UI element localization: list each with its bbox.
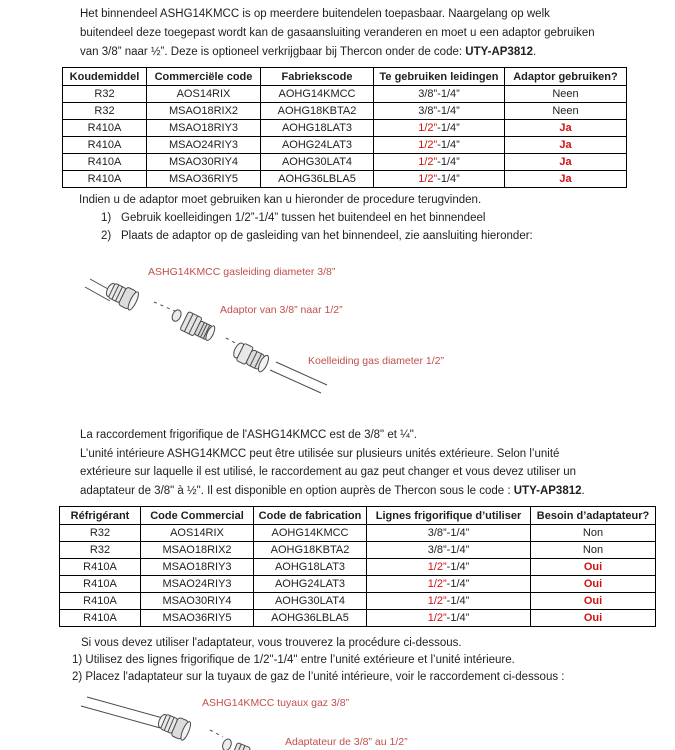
table-row — [63, 171, 627, 188]
intro-paragraph-nl — [80, 5, 595, 62]
column-header: Adaptor gebruiken? — [505, 68, 627, 86]
cell-adaptor-needed: Ja — [505, 154, 627, 171]
cell-refrigerant: R410A — [60, 559, 141, 576]
column-header: Lignes frigorifique d’utiliser — [367, 507, 531, 525]
cell-adaptor-needed: Neen — [505, 86, 627, 103]
cell-commercial-code: AOS14RIX — [147, 86, 261, 103]
option-code: UTY-AP3812 — [465, 46, 534, 58]
compatibility-table-fr — [59, 506, 656, 627]
cell-refrigerant: R410A — [60, 610, 141, 627]
cell-pipe-lines: 1/2”-1/4” — [374, 120, 505, 137]
cell-factory-code: AOHG30LAT4 — [261, 154, 374, 171]
cell-refrigerant: R32 — [63, 103, 147, 120]
adaptor-fitting-icon — [220, 738, 250, 750]
table-row — [63, 120, 627, 137]
procedure-intro-nl: Indien u de adaptor moet gebruiken kan u hieronder de procedure terugvinden. — [79, 194, 482, 206]
procedure-intro-fr: Si vous devez utiliser l'adaptateur, vous trouverez la procédure ci-dessous. — [81, 637, 462, 649]
cell-factory-code: AOHG24LAT3 — [254, 576, 367, 593]
column-header: Code de fabrication — [254, 507, 367, 525]
cell-refrigerant: R32 — [60, 525, 141, 542]
column-header: Besoin d’adaptateur? — [531, 507, 656, 525]
table-row — [63, 86, 627, 103]
cell-factory-code: AOHG36LBLA5 — [254, 610, 367, 627]
cell-commercial-code: MSAO30RIY4 — [141, 593, 254, 610]
cell-adaptor-needed: Oui — [531, 559, 656, 576]
diagram-label-adaptor-nl: Adaptor van 3/8” naar 1/2” — [220, 304, 343, 316]
paragraph-line: van 3/8” naar ½”. Deze is optioneel verkrijgbaar bij Thercon onder de code: UTY-AP3812. — [80, 46, 537, 58]
option-code: UTY-AP3812 — [513, 484, 582, 497]
cell-commercial-code: MSAO36RIY5 — [147, 171, 261, 188]
table-row — [60, 593, 656, 610]
column-header: Te gebruiken leidingen — [374, 68, 505, 86]
cell-adaptor-needed: Non — [531, 542, 656, 559]
item-text: Plaats de adaptor op de gasleiding van het binnendeel, zie aansluiting hieronder: — [121, 230, 533, 242]
column-header: Code Commercial — [141, 507, 254, 525]
cell-commercial-code: MSAO36RIY5 — [141, 610, 254, 627]
cell-refrigerant: R32 — [63, 86, 147, 103]
cell-commercial-code: MSAO18RIY3 — [147, 120, 261, 137]
cell-refrigerant: R410A — [63, 137, 147, 154]
intro-paragraph-fr — [80, 426, 585, 500]
cell-refrigerant: R32 — [60, 542, 141, 559]
cell-factory-code: AOHG36LBLA5 — [261, 171, 374, 188]
cell-pipe-lines: 3/8”-1/4” — [374, 86, 505, 103]
cell-factory-code: AOHG24LAT3 — [261, 137, 374, 154]
item-number: 2) — [101, 230, 112, 242]
paragraph-line: L’unité intérieure ASHG14KMCC peut être utilisée sur plusieurs unités extérieure. Selon l’unité — [80, 447, 560, 460]
procedure-item-fr-2: 2) Placez l'adaptateur sur la tuyaux de gaz de l’unité intérieure, voir le raccordement ci-dessous : — [72, 671, 565, 683]
cell-adaptor-needed: Neen — [505, 103, 627, 120]
cell-commercial-code: MSAO18RIX2 — [147, 103, 261, 120]
gas-pipe-fitting-icon — [231, 341, 271, 374]
cell-factory-code: AOHG18LAT3 — [254, 559, 367, 576]
flare-nut-icon — [103, 279, 140, 311]
cell-factory-code: AOHG14KMCC — [254, 525, 367, 542]
column-header: Koudemiddel — [63, 68, 147, 86]
cell-adaptor-needed: Ja — [505, 171, 627, 188]
cell-pipe-lines: 1/2”-1/4” — [374, 137, 505, 154]
cell-commercial-code: MSAO24RIY3 — [141, 576, 254, 593]
paragraph-line: extérieure sur laquelle il est utilisé, le raccordement au gaz peut changer et vous devez utiliser un — [80, 466, 577, 478]
cell-adaptor-needed: Oui — [531, 593, 656, 610]
table-row — [60, 559, 656, 576]
table-row — [60, 542, 656, 559]
cell-pipe-lines: 1/2”-1/4” — [367, 559, 531, 576]
diagram-label-adaptor-fr: Adaptateur de 3/8” au 1/2” — [285, 736, 408, 748]
column-header: Commerciële code — [147, 68, 261, 86]
table-row — [63, 137, 627, 154]
cell-refrigerant: R410A — [63, 120, 147, 137]
table-row — [60, 525, 656, 542]
diagram-label-gas-pipe-nl: ASHG14KMCC gasleiding diameter 3/8” — [148, 266, 336, 278]
paragraph-line: La raccordement frigorifique de l'ASHG14KMCC est de 3/8" et ¼". — [80, 429, 417, 441]
cell-commercial-code: MSAO18RIX2 — [141, 542, 254, 559]
cell-refrigerant: R410A — [63, 154, 147, 171]
cell-commercial-code: AOS14RIX — [141, 525, 254, 542]
paragraph-line: buitendeel deze toegepast wordt kan de gasaansluiting veranderen en moet u een adaptor gebruiken — [80, 27, 595, 39]
cell-adaptor-needed: Oui — [531, 576, 656, 593]
cell-pipe-lines: 1/2”-1/4” — [367, 610, 531, 627]
procedure-item-nl-1 — [101, 212, 485, 224]
cell-refrigerant: R410A — [60, 576, 141, 593]
paragraph-line: Het binnendeel ASHG14KMCC is op meerdere buitendelen toepasbaar. Naargelang op welk — [80, 8, 550, 20]
cell-commercial-code: MSAO18RIY3 — [141, 559, 254, 576]
cell-pipe-lines: 1/2”-1/4” — [374, 171, 505, 188]
table-row — [60, 610, 656, 627]
cell-pipe-lines: 3/8”-1/4” — [367, 525, 531, 542]
compatibility-table-nl — [62, 67, 627, 188]
cell-commercial-code: MSAO24RIY3 — [147, 137, 261, 154]
column-header: Réfrigérant — [60, 507, 141, 525]
procedure-item-nl-2 — [101, 230, 533, 242]
table-row — [60, 576, 656, 593]
cell-adaptor-needed: Ja — [505, 137, 627, 154]
cell-factory-code: AOHG30LAT4 — [254, 593, 367, 610]
flare-nut-icon — [156, 711, 193, 742]
adaptor-fitting-icon — [168, 306, 217, 344]
procedure-item-fr-1: 1) Utilisez des lignes frigorifique de 1/2"-1/4" entre l’unité extérieure et l’unité intérieure. — [72, 654, 515, 666]
cell-factory-code: AOHG18LAT3 — [261, 120, 374, 137]
table-header-row — [63, 68, 627, 86]
cell-pipe-lines: 1/2”-1/4” — [367, 576, 531, 593]
table-row — [63, 154, 627, 171]
cell-refrigerant: R410A — [63, 171, 147, 188]
diagram-label-cooling-pipe-nl: Koelleiding gas diameter 1/2” — [308, 355, 444, 367]
diagram-label-gas-pipe-fr: ASHG14KMCC tuyaux gaz 3/8” — [202, 697, 350, 709]
cell-factory-code: AOHG18KBTA2 — [254, 542, 367, 559]
cell-pipe-lines: 3/8”-1/4” — [374, 103, 505, 120]
cell-pipe-lines: 1/2”-1/4” — [367, 593, 531, 610]
cell-adaptor-needed: Oui — [531, 610, 656, 627]
cell-adaptor-needed: Non — [531, 525, 656, 542]
paragraph-line: adaptateur de 3/8" à ½". Il est disponible en option auprès de Thercon sous le code : UTY-AP3812. — [80, 484, 585, 497]
table-row — [63, 103, 627, 120]
cell-commercial-code: MSAO30RIY4 — [147, 154, 261, 171]
column-header: Fabriekscode — [261, 68, 374, 86]
cell-factory-code: AOHG14KMCC — [261, 86, 374, 103]
cell-factory-code: AOHG18KBTA2 — [261, 103, 374, 120]
item-number: 1) — [101, 212, 112, 224]
cell-pipe-lines: 3/8”-1/4” — [367, 542, 531, 559]
cell-adaptor-needed: Ja — [505, 120, 627, 137]
cell-refrigerant: R410A — [60, 593, 141, 610]
item-text: Gebruik koelleidingen 1/2”-1/4” tussen het buitendeel en het binnendeel — [121, 212, 486, 224]
table-header-row — [60, 507, 656, 525]
cell-pipe-lines: 1/2”-1/4” — [374, 154, 505, 171]
